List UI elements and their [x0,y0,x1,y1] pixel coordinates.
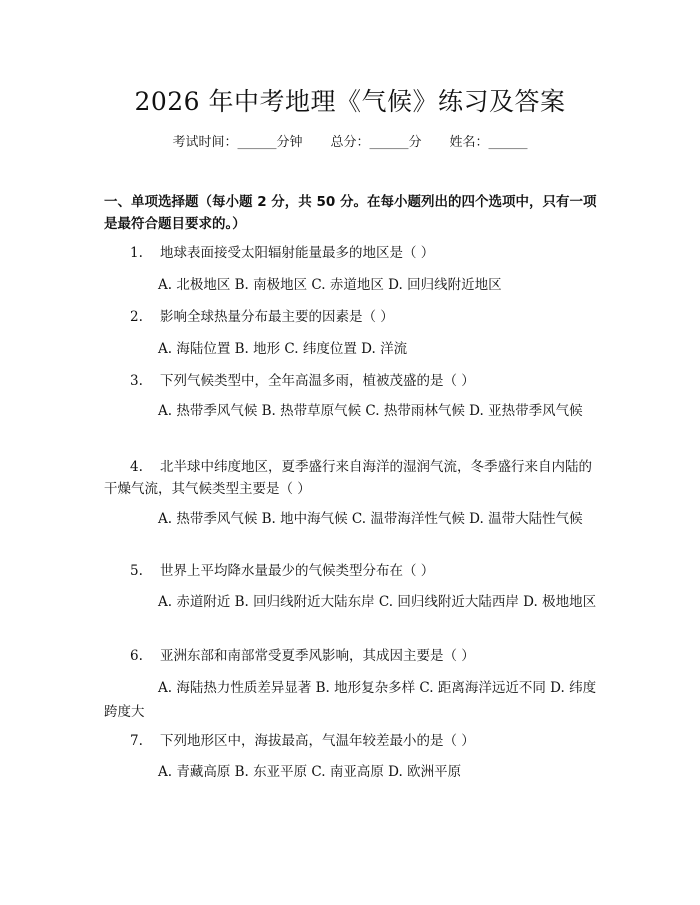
question-number: 2. [130,309,143,325]
student-name: 姓名：______ [449,135,528,150]
question-5 [104,560,602,582]
question-4-options: A. 热带季风气候 B. 地中海气候 C. 温带海洋性气候 D. 温带大陆性气候 [158,511,583,527]
section-heading: 一、单项选择题（每小题 2 分，共 50 分。在每小题列出的四个选项中，只有一项是最符合题目要求的。） [104,194,597,232]
question-4 [104,456,602,500]
question-number: 3. [130,373,143,389]
question-3-options: A. 热带季风气候 B. 热带草原气候 C. 热带雨林气候 D. 亚热带季风气候 [158,403,583,419]
question-stem: 北半球中纬度地区，夏季盛行来自海洋的湿润气流，冬季盛行来自内陆的干燥气流，其气候类型主要是（ ） [104,459,592,497]
question-stem: 下列地形区中，海拔最高，气温年较差最小的是（ ） [160,733,475,749]
question-3 [104,370,602,392]
question-1-options: A. 北极地区 B. 南极地区 C. 赤道地区 D. 回归线附近地区 [158,277,502,293]
question-number: 6. [130,648,143,664]
question-1 [104,242,602,264]
question-5-options: A. 赤道附近 B. 回归线附近大陆东岸 C. 回归线附近大陆西岸 D. 极地地区 [158,594,597,610]
question-stem: 影响全球热量分布最主要的因素是（ ） [160,309,394,325]
question-2-options: A. 海陆位置 B. 地形 C. 纬度位置 D. 洋流 [158,341,408,357]
question-stem: 地球表面接受太阳辐射能量最多的地区是（ ） [160,245,435,261]
question-number: 1. [130,245,143,261]
exam-time: 考试时间：______分钟 [172,135,303,150]
question-number: 7. [130,733,143,749]
question-number: 5. [130,563,143,579]
question-6-options: A. 海陆热力性质差异显著 B. 地形复杂多样 C. 距离海洋远近不同 D. 纬度跨度大 [104,680,597,720]
exam-score: 总分：______分 [330,135,422,150]
question-2 [104,306,602,328]
question-7 [104,730,602,752]
question-stem: 下列气候类型中，全年高温多雨，植被茂盛的是（ ） [160,373,475,389]
question-number: 4. [130,459,143,475]
exam-meta [0,131,700,150]
question-6 [104,645,602,667]
question-7-options: A. 青藏高原 B. 东亚平原 C. 南亚高原 D. 欧洲平原 [158,764,462,780]
question-stem: 世界上平均降水量最少的气候类型分布在（ ） [160,563,435,579]
question-stem: 亚洲东部和南部常受夏季风影响，其成因主要是（ ） [160,648,475,664]
document-title: 2026 年中考地理《气候》练习及答案 [134,87,566,116]
